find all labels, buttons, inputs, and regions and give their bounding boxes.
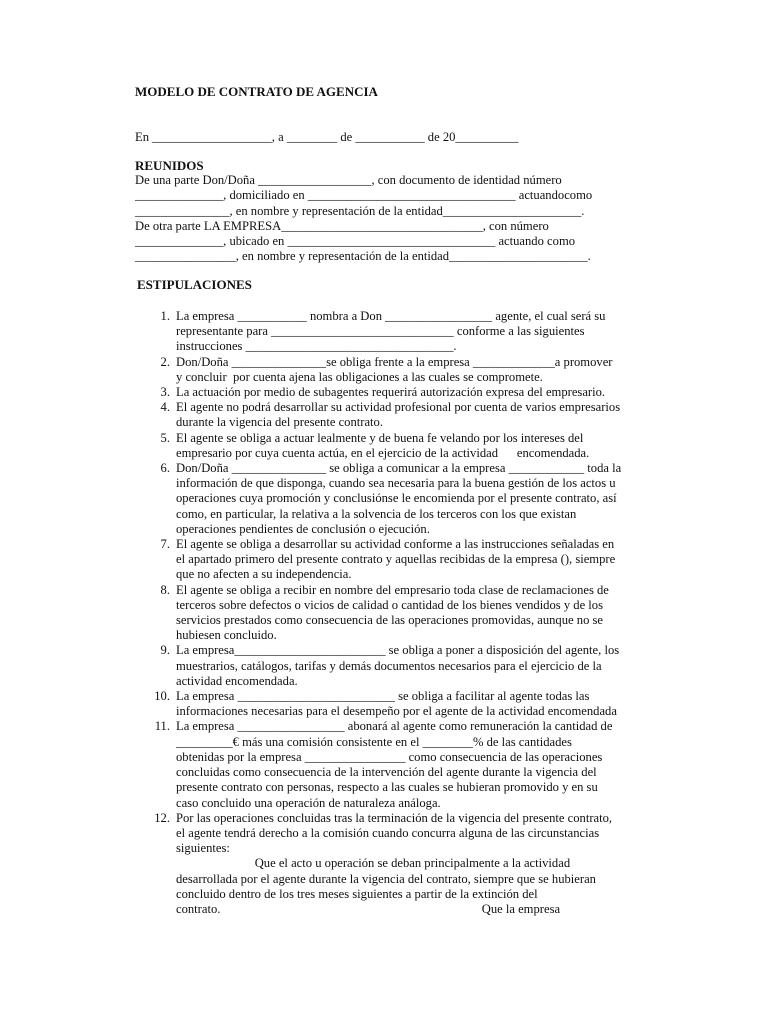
clause-number: 12.: [154, 810, 170, 825]
clause-item: [160, 537, 646, 583]
reunidos-line: De una parte Don/Doña __________________, con documento de identidad número: [135, 173, 562, 188]
clause-text-line: La empresa _________________________ se obliga a facilitar al agente todas las: [176, 689, 590, 704]
clause-12-subitem-line: desarrollada por el agente durante la vigencia del contrato, siempre que se hubieran: [176, 871, 596, 886]
clause-text-line: operaciones pendientes de conclusión o ejecución.: [176, 521, 430, 536]
clause-text-line: actividad encomendada.: [176, 673, 298, 688]
reunidos-heading: REUNIDOS: [135, 158, 204, 173]
clause-text-line: caso concluido una operación de naturaleza análoga.: [176, 795, 441, 810]
reunidos-line: De otra parte LA EMPRESA________________________________, con número: [135, 218, 549, 233]
clause-12-subitem-line: contrato. Que la empresa: [176, 901, 561, 916]
clause-number: 6.: [160, 461, 170, 476]
clause-text-line: informaciones necesarias para el desempeño por el agente de la actividad encomendada: [176, 704, 617, 719]
reunidos-line: _______________, en nombre y representación de la entidad______________________.: [135, 203, 585, 218]
clause-item: [160, 461, 646, 537]
clause-text-line: La empresa _________________ abonará al agente como remuneración la cantidad de: [176, 719, 613, 734]
clause-text-line: La empresa ___________ nombra a Don _________________ agente, el cual será su: [176, 309, 606, 323]
clause-number: 7.: [160, 537, 170, 552]
clause-text-line: El agente no podrá desarrollar su actividad profesional por cuenta de varios empresarios: [176, 400, 621, 415]
clause-text-line: que no afecten a su independencia.: [176, 567, 352, 582]
clause-text-line: concluidas como consecuencia de la intervención del agente durante la vigencia del: [176, 765, 597, 780]
reunidos-line: ______________, ubicado en _________________________________ actuando como: [135, 234, 576, 249]
reunidos-line: ________________, en nombre y representación de la entidad______________________.: [135, 249, 591, 264]
clause-text-line: terceros sobre defectos o vicios de calidad o cantidad de los bienes vendidos y de los: [176, 597, 604, 612]
clause-text-line: La actuación por medio de subagentes requerirá autorización expresa del empresario.: [176, 385, 606, 400]
clause-item: [160, 643, 646, 689]
clause-number: 3.: [160, 385, 170, 400]
clause-item: [160, 354, 646, 385]
reunidos-lines: [135, 173, 592, 264]
clause-text-line: El agente se obliga a desarrollar su actividad conforme a las instrucciones señaladas en: [176, 537, 615, 552]
clause-number: 4.: [160, 400, 170, 415]
clause-number: 8.: [160, 582, 170, 597]
clause-text-line: El agente se obliga a recibir en nombre del empresario toda clase de reclamaciones de: [176, 582, 609, 597]
clause-text-line: siguientes:: [176, 841, 230, 856]
clauses-list: [154, 309, 646, 917]
clause-text-line: como, en particular, la relativa a la solvencia de los terceros con los que existan: [176, 506, 577, 521]
clause-item: [160, 582, 646, 644]
clause-item: [160, 385, 646, 400]
clause-text-line: obtenidas por la empresa ________________ como consecuencia de las operaciones: [176, 749, 603, 764]
clause-item: [154, 810, 646, 917]
clause-12-subitem-line: Que el acto u operación se deban principalmente a la actividad: [176, 856, 571, 871]
clause-item: [160, 400, 646, 430]
clause-number: 11.: [154, 719, 170, 734]
clause-number: 1.: [160, 309, 170, 323]
clause-text-line: La empresa________________________ se obliga a poner a disposición del agente, los: [176, 643, 620, 658]
reunidos-line: ______________, domiciliado en _________________________________ actuandocomo: [135, 188, 593, 203]
clause-item: [160, 309, 646, 355]
estipulaciones-heading: ESTIPULACIONES: [137, 277, 252, 292]
clause-number: 2.: [160, 354, 170, 369]
clause-text-line: hubiesen concluido.: [176, 628, 277, 643]
clause-number: 10.: [154, 689, 170, 704]
clause-12-subitem-line: concluido dentro de los tres meses siguientes a partir de la extinción del: [176, 886, 538, 901]
clause-text-line: representante para _____________________________ conforme a las siguientes: [176, 324, 585, 339]
reunidos-section: [135, 158, 592, 264]
clause-text-line: información de que disponga, cuando sea necesaria para la buena gestión de los actos u: [176, 476, 616, 491]
clause-text-line: muestrarios, catálogos, tarifas y demás documentos necesarios para el ejercicio de la: [176, 658, 602, 673]
clause-text-line: presente contrato con personas, respecto a las cuales se hubieran promovido y en su: [176, 780, 598, 795]
clause-text-line: servicios prestados como consecuencia de las operaciones promovidas, aunque no se: [176, 613, 604, 628]
clause-text-line: el apartado primero del presente contrato y aquellas recibidas de la empresa (), siempre: [176, 552, 616, 567]
clause-text-line: instrucciones _________________________________.: [176, 339, 457, 354]
clause-text-line: y concluir por cuenta ajena las obligaciones a las cuales se compromete.: [176, 369, 543, 384]
clause-item: [160, 430, 646, 461]
clause-text-line: Don/Doña _______________se obliga frente a la empresa _____________a promover: [176, 354, 613, 369]
clause-text-line: El agente se obliga a actuar lealmente y de buena fe velando por los intereses del: [176, 430, 584, 445]
clause-number: 9.: [160, 643, 170, 658]
clause-text-line: Don/Doña _______________ se obliga a comunicar a la empresa ____________ toda la: [176, 461, 622, 476]
clause-item: [154, 689, 646, 719]
clause-text-line: Por las operaciones concluidas tras la terminación de la vigencia del presente contrato,: [176, 810, 613, 825]
clause-text-line: empresario por cuya cuenta actúa, en el ejercicio de la actividad encomendada.: [176, 445, 590, 460]
clause-item: [154, 719, 646, 810]
date-place-line: En ___________________, a ________ de ___________ de 20__________: [135, 130, 519, 144]
clause-number: 5.: [160, 430, 170, 445]
clause-text-line: _________€ más una comisión consistente en el ________% de las cantidades: [176, 734, 572, 749]
clause-text-line: durante la vigencia del presente contrato.: [176, 415, 384, 430]
clause-text-line: operaciones cuya promoción y conclusiónse le encomienda por el presente contrato, así: [176, 491, 617, 506]
document-title: MODELO DE CONTRATO DE AGENCIA: [135, 84, 378, 99]
clause-text-line: el agente tendrá derecho a la comisión cuando concurra alguna de las circunstancias: [176, 825, 600, 840]
